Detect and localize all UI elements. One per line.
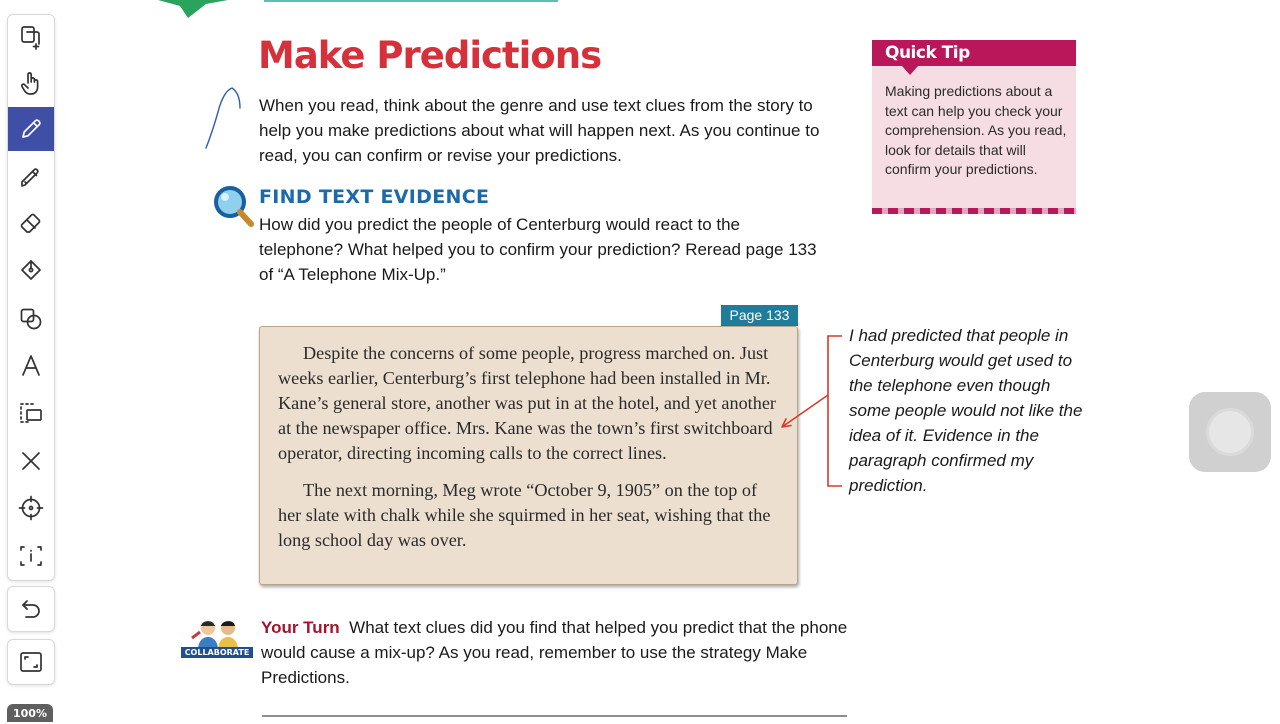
info-frame-tool[interactable] [8, 534, 54, 578]
your-turn-paragraph [261, 615, 861, 690]
pencil-icon [18, 116, 44, 142]
quick-tip-stripe [872, 208, 1076, 214]
quick-tip-title: Quick Tip [872, 40, 1076, 66]
info-frame-icon [18, 543, 44, 569]
top-rule [264, 0, 558, 2]
find-text-evidence-heading: FIND TEXT EVIDENCE [259, 186, 490, 208]
highlighter-tool[interactable] [8, 155, 54, 199]
text-icon [18, 353, 44, 379]
your-turn-label: Your Turn [261, 618, 340, 637]
shapes-tool[interactable] [8, 297, 54, 341]
selection-icon [18, 401, 44, 427]
hand-tool[interactable] [8, 61, 54, 105]
passage-paragraph: Despite the concerns of some people, progress marched on. Just weeks earlier, Centerburg’s first telephone had been installed in Mr. Kane’s general store, another was put in at the hotel, and yet another at the newspaper office. Mrs. Kane was the town’s first switchboard operator, directing incoming calls to the correct lines. [278, 343, 776, 463]
text-tool[interactable] [8, 344, 54, 388]
drawing-toolbar [7, 14, 55, 581]
close-tool[interactable] [8, 439, 54, 483]
quick-tip-body: Making predictions about a text can help you check your comprehension. As you read, look for details that will confirm your predictions. [885, 83, 1067, 177]
your-turn-text: What text clues did you find that helped you predict that the phone would cause a mix-up? As you read, remember to use the strategy Make Predictions. [261, 618, 848, 687]
pen-annotation-stroke [200, 86, 248, 154]
magnifier-icon [212, 184, 256, 234]
intro-paragraph: When you read, think about the genre and use text clues from the story to help you make predictions about what will happen next. As you continue to read, you can confirm or revise your predictions. [259, 96, 820, 165]
fill-bucket-icon [18, 258, 44, 284]
close-icon [18, 448, 44, 474]
collaborate-icon [182, 616, 252, 650]
quick-tip-box [872, 40, 1076, 214]
quick-tip-pointer [902, 66, 918, 75]
prediction-annotation: I had predicted that people in Centerburg would get used to the telephone even though some people would not like the idea of it. Evidence in the paragraph confirmed my prediction. [849, 326, 1083, 495]
eraser-tool[interactable] [8, 202, 54, 246]
corner-tab [158, 0, 228, 20]
fullscreen-button[interactable] [7, 639, 55, 685]
target-icon [18, 495, 44, 521]
find-text-evidence-question: How did you predict the people of Centerburg would react to the telephone? What helped you to confirm your prediction? Reread page 133 of “A Telephone Mix-Up.” [259, 215, 817, 284]
fullscreen-icon [18, 649, 44, 675]
hand-pointer-icon [18, 70, 44, 96]
undo-button[interactable] [7, 586, 55, 632]
floating-button-circle-icon [1206, 408, 1254, 456]
selection-tool[interactable] [8, 392, 54, 436]
eraser-icon [18, 211, 44, 237]
copy-add-icon [18, 24, 44, 50]
lesson-title: Make Predictions [258, 34, 602, 77]
collaborate-label: COLLABORATE [181, 647, 253, 658]
copy-add-tool[interactable] [8, 15, 54, 59]
pencil-tool[interactable] [8, 107, 54, 151]
fill-tool[interactable] [8, 249, 54, 293]
passage-excerpt [259, 326, 798, 585]
highlighter-icon [18, 164, 44, 190]
shapes-icon [18, 306, 44, 332]
undo-icon [18, 596, 44, 622]
annotation-arrow [778, 333, 848, 493]
floating-assistive-button[interactable] [1189, 392, 1271, 472]
bottom-rule [262, 715, 847, 717]
passage-paragraph: The next morning, Meg wrote “October 9, 1905” on the top of her slate with chalk while she squirmed in her seat, wishing that the long school day was over. [278, 480, 771, 550]
page-label: Page 133 [721, 305, 798, 326]
target-tool[interactable] [8, 486, 54, 530]
zoom-level[interactable]: 100% [7, 704, 53, 722]
